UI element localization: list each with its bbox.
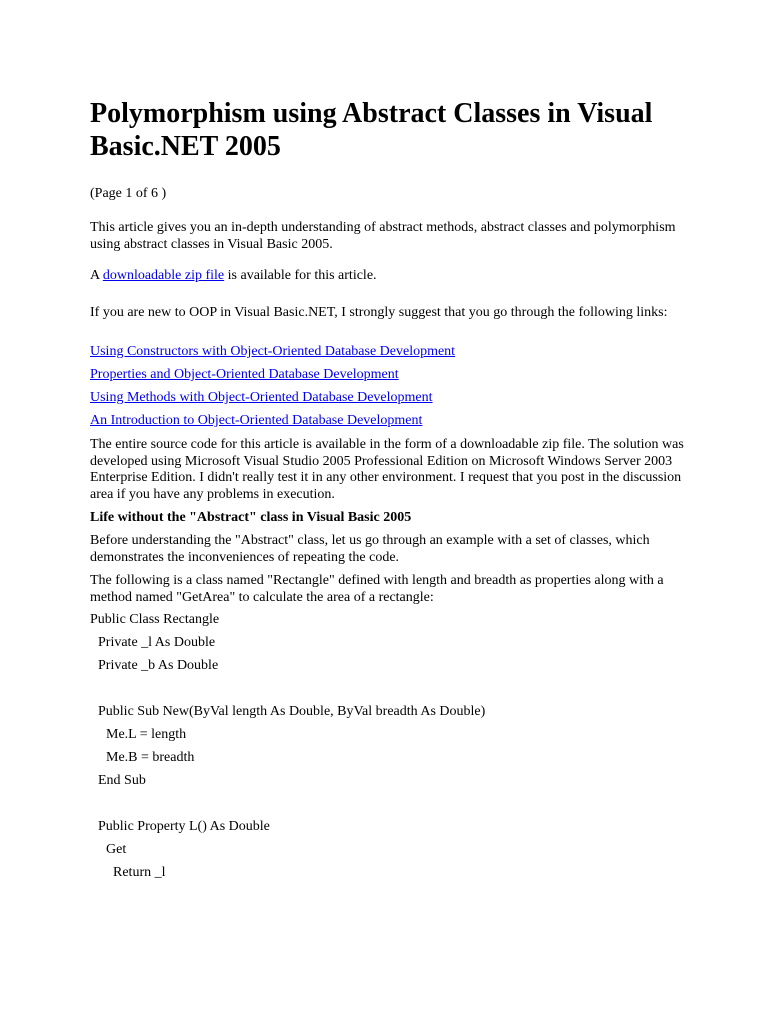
link-introduction[interactable]: An Introduction to Object-Oriented Database Development <box>90 413 423 428</box>
code-line: Public Property L() As Double <box>98 819 270 834</box>
code-line: End Sub <box>98 773 146 788</box>
code-line: Return _l <box>113 865 166 880</box>
code-line: Get <box>106 842 127 857</box>
code-line: Me.B = breadth <box>106 750 195 765</box>
link-constructors-row <box>90 344 690 361</box>
code-line: Private _b As Double <box>98 658 219 673</box>
link-introduction-row <box>90 413 690 430</box>
download-paragraph <box>90 268 690 285</box>
source-code-paragraph: The entire source code for this article is available in the form of a downloadable zip file. The solution was developed using Microsoft Visual Studio 2005 Professional Edition on Microsoft Windows Server 2003 Enterprise Edition. I didn't really test it in any other environment. I request that you post in the discussion area if you have any problems in execution. <box>90 437 684 502</box>
link-methods-row <box>90 390 690 407</box>
download-suffix: is available for this article. <box>227 268 377 283</box>
code-line: Public Class Rectangle <box>90 612 220 627</box>
link-properties[interactable]: Properties and Object-Oriented Database Development <box>90 367 399 382</box>
section-heading: Life without the "Abstract" class in Visual Basic 2005 <box>90 510 412 525</box>
code-line: Public Sub New(ByVal length As Double, ByVal breadth As Double) <box>98 704 486 719</box>
oop-intro-paragraph: If you are new to OOP in Visual Basic.NET, I strongly suggest that you go through the following links: <box>90 305 668 320</box>
link-properties-row <box>90 367 690 384</box>
section-paragraph-1: Before understanding the "Abstract" class, let us go through an example with a set of classes, which demonstrates the inconveniences of repeating the code. <box>90 533 650 565</box>
download-prefix: A <box>90 268 100 283</box>
download-zip-link[interactable]: downloadable zip file <box>102 268 225 283</box>
intro-paragraph: This article gives you an in-depth understanding of abstract methods, abstract classes and polymorphism using abstract classes in Visual Basic 2005. <box>90 220 676 252</box>
link-methods[interactable]: Using Methods with Object-Oriented Database Development <box>90 390 433 405</box>
link-constructors[interactable]: Using Constructors with Object-Oriented Database Development <box>90 344 456 359</box>
page-indicator: (Page 1 of 6 ) <box>90 186 167 201</box>
code-line: Private _l As Double <box>98 635 216 650</box>
page-title: Polymorphism using Abstract Classes in Visual Basic.NET 2005 <box>90 98 653 162</box>
section-paragraph-2: The following is a class named "Rectangle" defined with length and breadth as properties along with a method named "GetArea" to calculate the area of a rectangle: <box>90 573 664 605</box>
code-line: Me.L = length <box>106 727 187 742</box>
